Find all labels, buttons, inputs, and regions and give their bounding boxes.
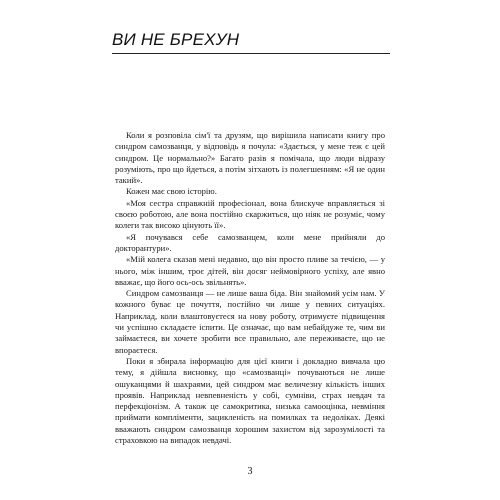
- paragraph-quote-colleague: «Мій колега сказав мені недавно, що він просто пливе за течією, — у нього, між іншим, троє дітей, він досяг неймовірного успіху, але явно вважає, що його ось-ось звільнять».: [115, 254, 385, 287]
- body-text: [115, 130, 385, 446]
- title-underline-rule: [112, 53, 390, 54]
- paragraph-research-conclusion: Поки я збирала інформацію для цієї книги і докладно вивчала цю тему, я дійшла висновку, що «самозванці» почуваються не лише ошуканцями й шахраями, цей синдром має величезну кількість інших проявів. Наприклад невпевненість у собі, сумніви, страх невдач та перфекціонізм. А також це самокритика, низька самооцінка, невміння приймати компліменти, зацикленість на помилках та недоліках. Деякі вважають синдром самозванця хорошим захистом від зарозумілості та страховкою на випадок невдачі.: [115, 355, 385, 446]
- page-number: 3: [247, 466, 253, 477]
- paragraph-quote-doctorate: «Я почувався себе самозванцем, коли мене прийняли до докторантури».: [115, 231, 385, 253]
- paragraph-quote-sister: «Моя сестра справжній професіонал, вона блискуче вправляється зі своєю роботою, але вона постійно скаржиться, що ніяк не розуміє, чому колеги так високо цінують її».: [115, 197, 385, 231]
- chapter-title: ВИ НЕ БРЕХУН: [112, 30, 240, 49]
- paragraph-syndrome-common: Синдром самозванця — не лише ваша біда. Він знайомий усім нам. У кожного буває це почуття, постійно чи лише у певних ситуаціях. Наприклад, коли влаштовуєтеся на нову роботу, отримуєте підвищення чи успішно складаєте іспити. Це означає, що вам небайдуже те, чим ви займаєтеся, ви хочете зробити все правильно, але переживаєте, що не впораєтеся.: [115, 288, 385, 355]
- paragraph-intro: Коли я розповіла сім'ї та друзям, що вирішила написати книгу про синдром самозванця, у відповідь я почула: «Здається, у мене теж є цей синдром. Це нормально?» Багато разів я помічала, що люди відразу розуміють, про що йдеться, а потім зітхають із полегшенням: «Я не один такий».: [115, 130, 385, 186]
- paragraph-everyone-story: Кожен має свою історію.: [126, 186, 217, 197]
